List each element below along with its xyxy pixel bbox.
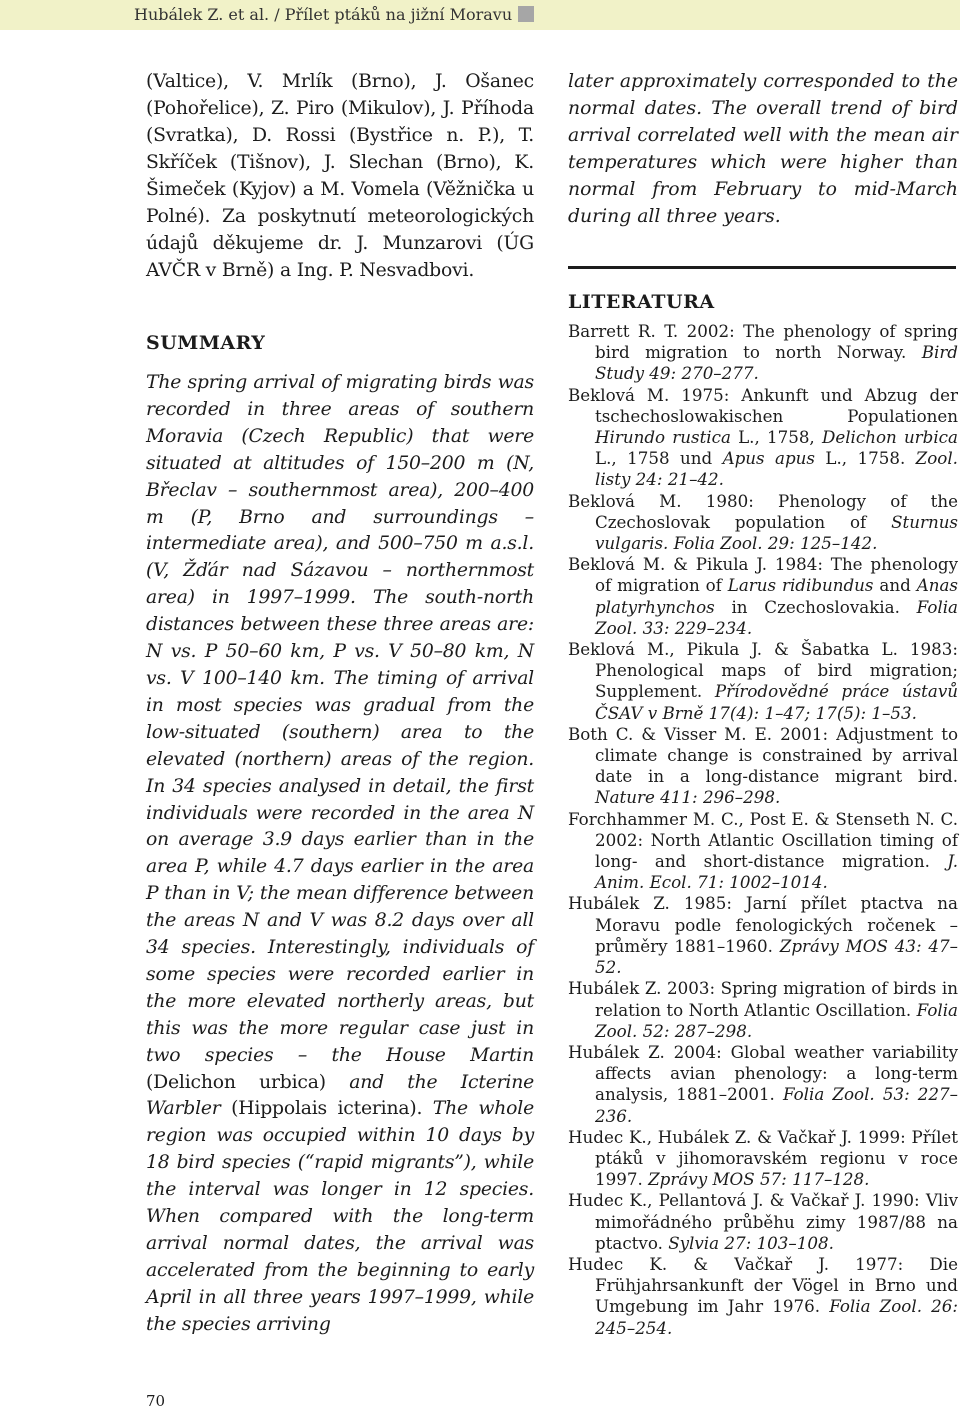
right-column (568, 68, 958, 1339)
reference-source: Přírodovědné práce ústavů ČSAV v Brně 17(4): 1–47; 17(5): 1–53. (595, 681, 958, 723)
acknowledgements-text: (Valtice), V. Mrlík (Brno), J. Ošanec (Pohořelice), Z. Piro (Mikulov), J. Příhoda (Svratka), D. Rossi (Bystřice n. P.), T. Skříček (Tišnov), J. Slechan (Brno), K. Šimeček (Kyjov) a M. Vomela (Věžnička u Polné). Za poskytnutí meteorologických údajů děkujeme dr. J. Munzarovi (ÚG AVČR v Brně) a Ing. P. Nesvadbovi. (146, 71, 534, 281)
reference-text: Beklová M. 1980: Phenology of the Czechoslovak population of (568, 490, 958, 532)
literature-heading: LITERATURA (568, 291, 715, 313)
summary-text (146, 370, 534, 1339)
reference-item (568, 1127, 958, 1191)
reference-text: Beklová M. & Pikula J. 1984: The phenology of migration of (568, 554, 958, 596)
reference-source: Zprávy MOS 43: 47–52. (595, 935, 958, 978)
reference-text: Forchhammer M. C., Post E. & Stenseth N. C. 2002: North Atlantic Oscillation timing of long- and short-distance migration. (568, 808, 958, 872)
species-latin-hippolais: (Hippolais icterina). (231, 1098, 423, 1120)
reference-item (568, 1042, 958, 1127)
reference-source: Folia Zool. 52: 287–298. (595, 999, 958, 1041)
reference-taxon: Apus apus (722, 448, 815, 469)
summary-continuation: later approximately corresponded to the normal dates. The overall trend of bird arrival correlated well with the mean air temperatures which were higher than normal from February to mid-March during all three years. (568, 71, 958, 227)
section-divider (568, 266, 956, 269)
running-head-text: Hubálek Z. et al. / Přílet ptáků na jižní Moravu (134, 5, 513, 24)
reference-text: L., 1758 und (595, 448, 723, 469)
reference-item (568, 321, 958, 385)
reference-item (568, 385, 958, 491)
reference-item (568, 554, 958, 639)
reference-text: Hudec K., Hubálek Z. & Vačkař J. 1999: Přílet ptáků v jihomoravském regionu v roce 1997. (568, 1126, 958, 1190)
reference-text: L., 1758, (730, 427, 822, 448)
reference-item (568, 724, 958, 809)
reference-text: and (873, 575, 917, 596)
reference-item (568, 809, 958, 894)
reference-text: Both C. & Visser M. E. 2001: Adjustment to climate change is constrained by arrival date in a long-distance migrant bird. (568, 723, 958, 787)
reference-source: J. Anim. Ecol. 71: 1002–1014. (595, 851, 958, 893)
reference-item (568, 639, 958, 724)
reference-source: Bird Study 49: 270–277. (595, 342, 958, 384)
reference-source: Sylvia 27: 103–108. (668, 1232, 834, 1253)
reference-source: Sturnus vulgaris. Folia Zool. 29: 125–142. (595, 511, 958, 554)
reference-item (568, 1190, 958, 1254)
reference-source: Zool. listy 24: 21–42. (595, 448, 958, 490)
reference-source: Zprávy MOS 57: 117–128. (648, 1169, 870, 1190)
reference-list (568, 321, 958, 1339)
summary-part-3: The whole region was occupied within 10 days by 18 bird species (“rapid migrants”), while the interval was longer in 12 species. When compared with the long-term arrival normal dates, the arrival was accelerated from the beginning to early April in all three years 1997–1999, while the species arriving (146, 1098, 534, 1335)
reference-text: Hubálek Z. 2004: Global weather variability affects avian phenology: a long-term analysis, 1881–2001. (568, 1041, 958, 1105)
summary-heading: SUMMARY (146, 332, 266, 354)
reference-text: Hubálek Z. 2003: Spring migration of birds in relation to North Atlantic Oscillation. (568, 978, 958, 1020)
left-column (146, 68, 534, 1339)
reference-source: Folia Zool. 33: 229–234. (595, 596, 958, 638)
reference-taxon: Delichon urbica (821, 427, 958, 448)
species-latin-delichon: (Delichon urbica) (146, 1071, 326, 1093)
reference-text: in Czechoslovakia. (714, 596, 917, 617)
reference-item (568, 491, 958, 555)
reference-text: Beklová M., Pikula J. & Šabatka L. 1983: Phenological maps of bird migration; Supplement. (568, 639, 958, 702)
reference-taxon: Larus ridibundus (727, 575, 874, 596)
running-header (0, 0, 960, 30)
summary-part-1: The spring arrival of migrating birds was recorded in three areas of southern Moravia (Czech Republic) that were situated at altitudes of 150–200 m (N, Břeclav – southernmost area), 200–400 m (P, Brno and surroundings – intermediate area), and 500–750 m a.s.l. (V, Žďár nad Sázavou – northernmost area) in 1997–1999. The south-north distances between these three areas are: N vs. P 50–60 km, P vs. V 50–80 km, N vs. V 100–140 km. The timing of arrival in most species was gradual from the low-situated (southern) area to the elevated (northern) areas of the region. In 34 species analysed in detail, the first individuals were recorded in the area N on average 3.9 days earlier than in the area P, while 4.7 days earlier in the area P than in V; the mean difference between the areas N and V was 8.2 days over all 34 species. Interestingly, individuals of some species were recorded earlier in the more elevated northerly areas, but this was the more regular case just in two species – the House Martin (146, 372, 534, 1066)
reference-source: Nature 411: 296–298. (595, 787, 781, 808)
reference-text: Barrett R. T. 2002: The phenology of spring bird migration to north Norway. (568, 321, 958, 363)
reference-item (568, 978, 958, 1042)
reference-taxon: Anas platyrhynchos (595, 575, 958, 617)
reference-source: Folia Zool. 53: 227–236. (595, 1084, 958, 1126)
reference-item (568, 1254, 958, 1339)
reference-taxon: Hirundo rustica (595, 427, 731, 448)
page-number: 70 (146, 1392, 166, 1410)
reference-text: Hubálek Z. 1985: Jarní přílet ptactva na Moravu podle fenologických ročenek – průměry 1881–1960. (568, 893, 958, 956)
reference-text: Hudec K. & Vačkař J. 1977: Die Frühjahrsankunft der Vögel in Brno und Umgebung im Jahr 1976. (568, 1253, 958, 1317)
summary-part-2: and the Icterine Warbler (146, 1071, 535, 1120)
reference-text: Hudec K., Pellantová J. & Vačkař J. 1990: Vliv mimořádného průběhu zimy 1987/88 na ptactvo. (568, 1190, 958, 1253)
reference-item (568, 893, 958, 978)
header-square-marker (518, 6, 534, 22)
reference-text: Beklová M. 1975: Ankunft und Abzug der tschechoslowakischen Populationen (568, 384, 958, 426)
reference-source: Folia Zool. 26: 245–254. (595, 1296, 958, 1338)
reference-text: L., 1758. (814, 448, 916, 469)
